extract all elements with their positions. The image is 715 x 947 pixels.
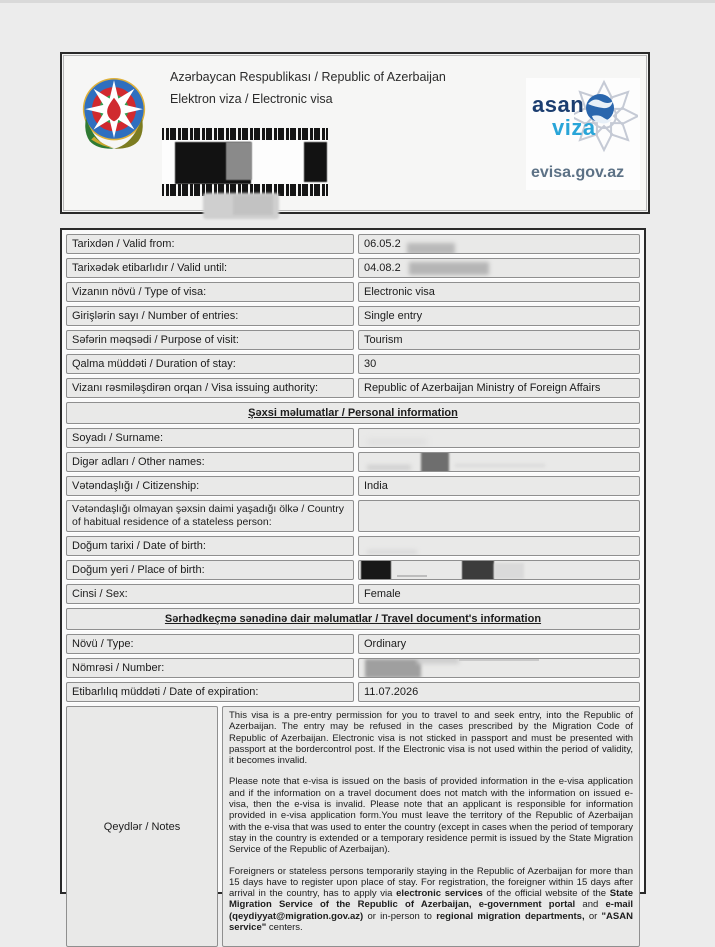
logo-asan-text: asan (532, 92, 585, 117)
table-row (66, 658, 640, 678)
table-row (66, 234, 640, 254)
field-label-date-of-birth: Doğum tarixi / Date of birth: (66, 536, 354, 556)
barcode-middle (162, 140, 328, 184)
field-label-purpose: Səfərin məqsədi / Purpose of visit: (66, 330, 354, 350)
field-value-entries: Single entry (358, 306, 640, 326)
field-value-sex: Female (358, 584, 640, 604)
visa-header-box (60, 52, 650, 214)
field-label-visa-type: Vizanın növü / Type of visa: (66, 282, 354, 302)
field-value-other-names (358, 452, 640, 472)
table-row (66, 500, 640, 532)
table-row (66, 560, 640, 580)
field-value-visa-type: Electronic visa (358, 282, 640, 302)
redaction-block (397, 575, 427, 577)
field-value-surname (358, 428, 640, 448)
redaction-block (409, 262, 489, 275)
table-row (66, 258, 640, 278)
redaction-block (304, 142, 327, 182)
table-row (66, 452, 640, 472)
barcode (162, 128, 328, 196)
redaction-block (421, 452, 449, 472)
table-row (66, 282, 640, 302)
field-value-stateless-country (358, 500, 640, 532)
field-label-valid-from: Tarixdən / Valid from: (66, 234, 354, 254)
table-row (66, 584, 640, 604)
field-label-document-type: Növü / Type: (66, 634, 354, 654)
table-row (66, 634, 640, 654)
redaction-block (459, 659, 539, 661)
field-value-valid-until: 04.08.2 (358, 258, 640, 278)
redaction-block (367, 550, 417, 554)
redaction-block (417, 658, 459, 664)
field-label-document-number: Nömrəsi / Number: (66, 658, 354, 678)
section-header-row (66, 608, 640, 630)
field-value-document-number (358, 658, 640, 678)
redaction-block (407, 243, 455, 254)
redaction-block (494, 563, 524, 579)
field-value-citizenship: India (358, 476, 640, 496)
document-subtitle-az-en: Elektron viza / Electronic visa (170, 92, 333, 106)
field-value-authority: Republic of Azerbaijan Ministry of Foreign Affairs (358, 378, 640, 398)
table-row (66, 330, 640, 350)
field-label-entries: Girişlərin sayı / Number of entries: (66, 306, 354, 326)
notes-row (66, 706, 640, 947)
document-title-az-en: Azərbaycan Respublikası / Republic of Azerbaijan (170, 70, 446, 84)
redaction-block (365, 659, 421, 678)
azerbaijan-coat-of-arms-icon (76, 74, 152, 158)
field-value-duration: 30 (358, 354, 640, 374)
redaction-block (226, 142, 252, 180)
visa-details-table (60, 228, 646, 934)
table-row (66, 306, 640, 326)
page-top-strip (0, 0, 715, 3)
field-value-valid-from: 06.05.2 (358, 234, 640, 254)
table-row (66, 682, 640, 702)
logo-viza-text: viza (552, 115, 596, 140)
redaction-block (361, 560, 391, 580)
table-row (66, 476, 640, 496)
redaction-block (462, 560, 494, 580)
field-value-document-type: Ordinary (358, 634, 640, 654)
table-row (66, 354, 640, 374)
field-value-date-of-birth (358, 536, 640, 556)
redaction-block (367, 439, 427, 445)
table-row (66, 378, 640, 398)
section-heading-personal-information: Şəxsi məlumatlar / Personal information (66, 402, 640, 424)
field-label-citizenship: Vətəndaşlığı / Citizenship: (66, 476, 354, 496)
logo-domain-text: evisa.gov.az (531, 164, 625, 181)
redaction-block (203, 193, 279, 219)
field-label-surname: Soyadı / Surname: (66, 428, 354, 448)
field-label-document-expiration: Etibarlılıq müddəti / Date of expiration: (66, 682, 354, 702)
notes-label: Qeydlər / Notes (66, 706, 218, 947)
section-header-row (66, 402, 640, 424)
field-label-other-names: Digər adları / Other names: (66, 452, 354, 472)
section-heading-travel-document: Sərhədkeçmə sənədinə dair məlumatlar / Travel document's information (66, 608, 640, 630)
redaction-block (367, 465, 411, 470)
redaction-block (455, 464, 545, 467)
table-row (66, 536, 640, 556)
field-value-place-of-birth (358, 560, 640, 580)
field-label-duration: Qalma müddəti / Duration of stay: (66, 354, 354, 374)
field-label-stateless-country: Vətəndaşlığı olmayan şəxsin daimi yaşadığı ölkə / Country of habitual residence of a stateless person: (66, 500, 354, 532)
notes-text: This visa is a pre-entry permission for you to travel to and seek entry, into the Republic of Azerbaijan. The entry may be refused in the cases prescribed by the Migration Code of Republic of Azerbaijan. Electronic visa is not sticked in passport and must be presented with passport at the bordercontrol post. If the Electronic visa is not used within the period of validity, it becomes invalid. Please note that e-visa is issued on the basis of provided information in the e-visa application and if the information on a travel document does not match with the information on issued e-visa, then the e-visa is invalid. Please note that an applicant is responsible for information provided in e-visa application form.You must leave the territory of the Republic of Azerbaijan with the e-visa that was used to enter the country (except in cases when the period of temporary stay in the country is extended or a temporary residence permit is issued by the State Migration Service of the Republic of Azerbaijan). Foreigners or stateless persons temporarily staying in the Republic of Azerbaijan for more than 15 days have to register upon place of stay. For registration, the foreigner within 15 days after arrival in the country, has to apply via electronic services of the official website of the State Migration Service of the Republic of Azerbaijan, e-government portal and e-mail (qeydiyyat@migration.gov.az) or in-person to regional migration departments, or "ASAN service" centers. (222, 706, 640, 947)
field-label-valid-until: Tarixədək etibarlıdır / Valid until: (66, 258, 354, 278)
field-value-purpose: Tourism (358, 330, 640, 350)
table-row (66, 428, 640, 448)
field-value-document-expiration: 11.07.2026 (358, 682, 640, 702)
barcode-bars-top (162, 128, 328, 140)
field-label-authority: Vizanı rəsmiləşdirən orqan / Visa issuing authority: (66, 378, 354, 398)
field-label-place-of-birth: Doğum yeri / Place of birth: (66, 560, 354, 580)
field-label-sex: Cinsi / Sex: (66, 584, 354, 604)
asan-viza-logo (526, 78, 640, 190)
